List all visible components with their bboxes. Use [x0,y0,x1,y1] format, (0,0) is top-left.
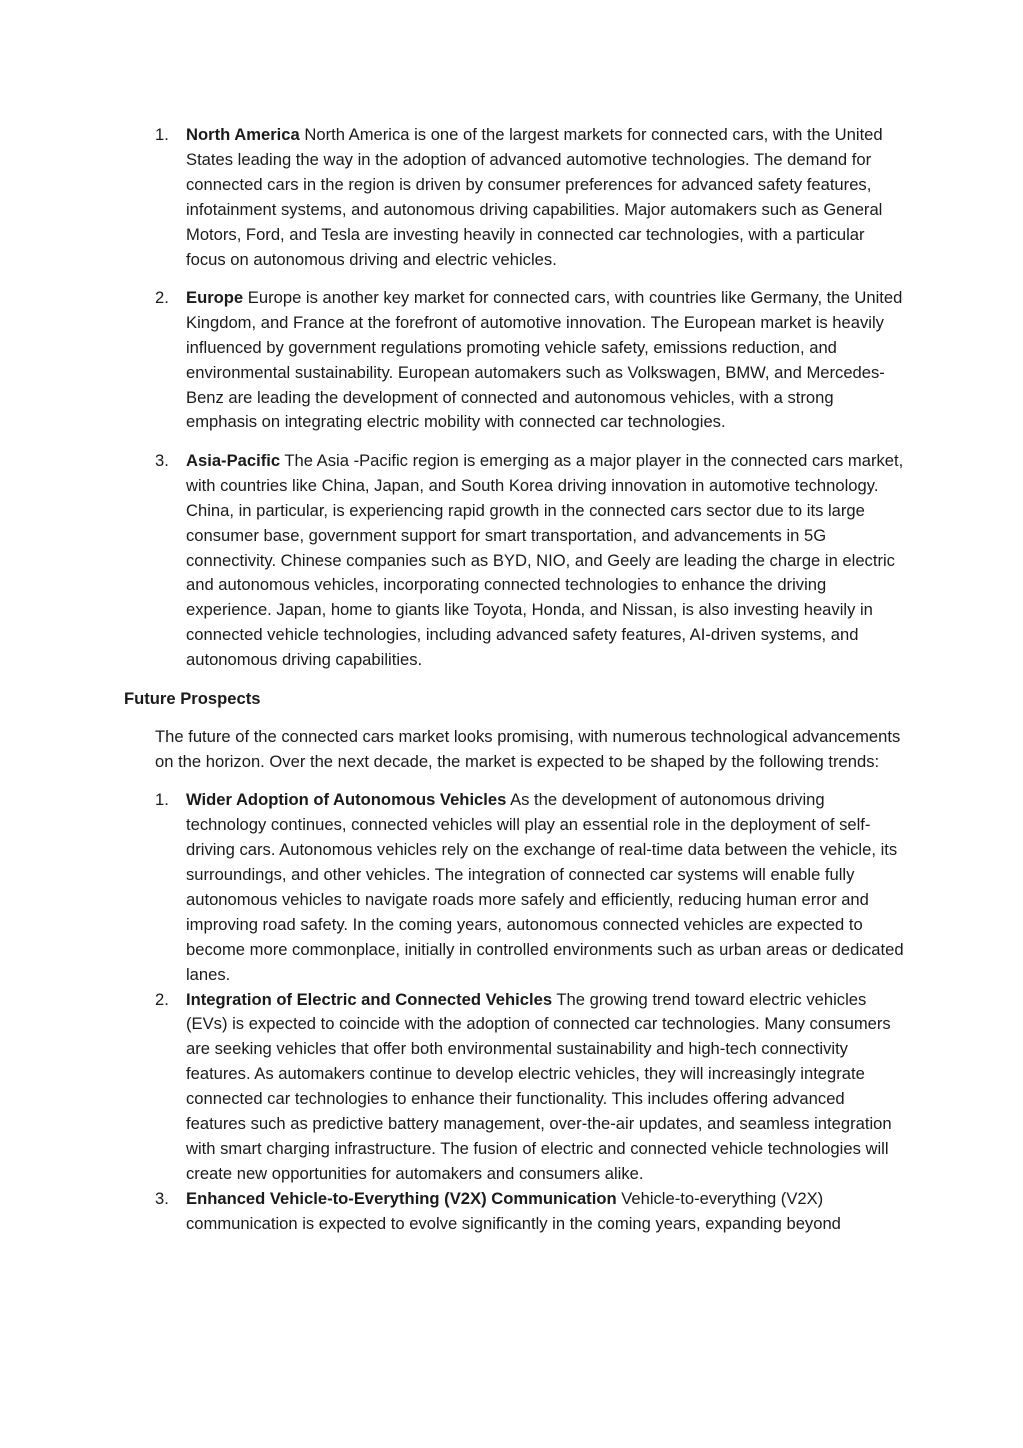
list-item-v2x-communication [124,1187,904,1237]
list-item-text: The Asia -Pacific region is emerging as a major player in the connected cars market, with countries like China, Japan, and South Korea driving innovation in automotive technology. China, in particular, is experiencing rapid growth in the connected cars sector due to its large consumer base, government support for smart transportation, and advancements in 5G connectivity. Chinese companies such as BYD, NIO, and Geely are leading the charge in electric and autonomous vehicles, incorporating connected technologies to enhance the driving experience. Japan, home to giants like Toyota, Honda, and Nissan, is also investing heavily in connected vehicle technologies, including advanced safety features, AI-driven systems, and autonomous driving capabilities. [186,450,904,670]
document-body [124,123,904,1237]
list-item-north-america [124,123,904,272]
list-item-text: Vehicle-to-everything (V2X) communication is expected to evolve significantly in the coming years, expanding beyond [186,1188,841,1233]
list-number: 2. [155,287,169,307]
list-item-autonomous-vehicles [124,788,904,987]
list-item-title: Wider Adoption of Autonomous Vehicles [186,790,507,810]
section-heading-future-prospects: Future Prospects [124,688,261,708]
list-number: 1. [155,125,169,144]
list-item-text: Europe is another key market for connected cars, with countries like Germany, the United Kingdom, and France at the forefront of automotive innovation. The European market is heavily influenced by government regulations promoting vehicle safety, emissions reduction, and environmental sustainability. European automakers such as Volkswagen, BMW, and Mercedes-Benz are leading the development of connected and autonomous vehicles, with a strong emphasis on integrating electric mobility with connected car technologies. [186,287,903,432]
list-item-title: North America [186,125,300,144]
list-item-text: North America is one of the largest markets for connected cars, with the United States leading the way in the adoption of advanced automotive technologies. The demand for connected cars in the region is driven by consumer preferences for advanced safety features, infotainment systems, and autonomous driving capabilities. Major automakers such as General Motors, Ford, and Tesla are investing heavily in connected car technologies, with a particular focus on autonomous driving and electric vehicles. [186,125,883,269]
list-item-text: As the development of autonomous driving technology continues, connected vehicles will play an essential role in the deployment of self-driving cars. Autonomous vehicles rely on the exchange of real-time data between the vehicle, its surroundings, and other vehicles. The integration of connected car systems will enable fully autonomous vehicles to navigate roads more safely and efficiently, reducing human error and improving road safety. In the coming years, autonomous connected vehicles are expected to become more commonplace, initially in controlled environments such as urban areas or dedicated lanes. [186,790,904,984]
list-item-text: The growing trend toward electric vehicles (EVs) is expected to coincide with the adoption of connected car technologies. Many consumers are seeking vehicles that offer both environmental sustainability and high-tech connectivity features. As automakers continue to develop electric vehicles, they will increasingly integrate connected car technologies to enhance their functionality. This includes offering advanced features such as predictive battery management, over-the-air updates, and seamless integration with smart charging infrastructure. The fusion of electric and connected vehicle technologies will create new opportunities for automakers and consumers alike. [186,989,892,1183]
regions-list [124,123,904,673]
list-item-title: Integration of Electric and Connected Vehicles [186,989,553,1009]
trends-list [124,788,904,1236]
list-item-title: Europe [186,287,244,307]
list-number: 2. [155,989,169,1009]
list-item-electric-connected [124,988,904,1187]
list-item-title: Asia-Pacific [186,450,281,470]
list-item-title: Enhanced Vehicle-to-Everything (V2X) Communication [186,1188,617,1208]
list-item-europe [124,286,904,435]
list-number: 3. [155,450,169,470]
list-number: 3. [155,1188,169,1208]
list-number: 1. [155,790,169,810]
list-item-asia-pacific [124,449,904,673]
future-intro-paragraph: The future of the connected cars market looks promising, with numerous technological advancements on the horizon. Over the next decade, the market is expected to be shaped by the following trends: [155,726,901,771]
